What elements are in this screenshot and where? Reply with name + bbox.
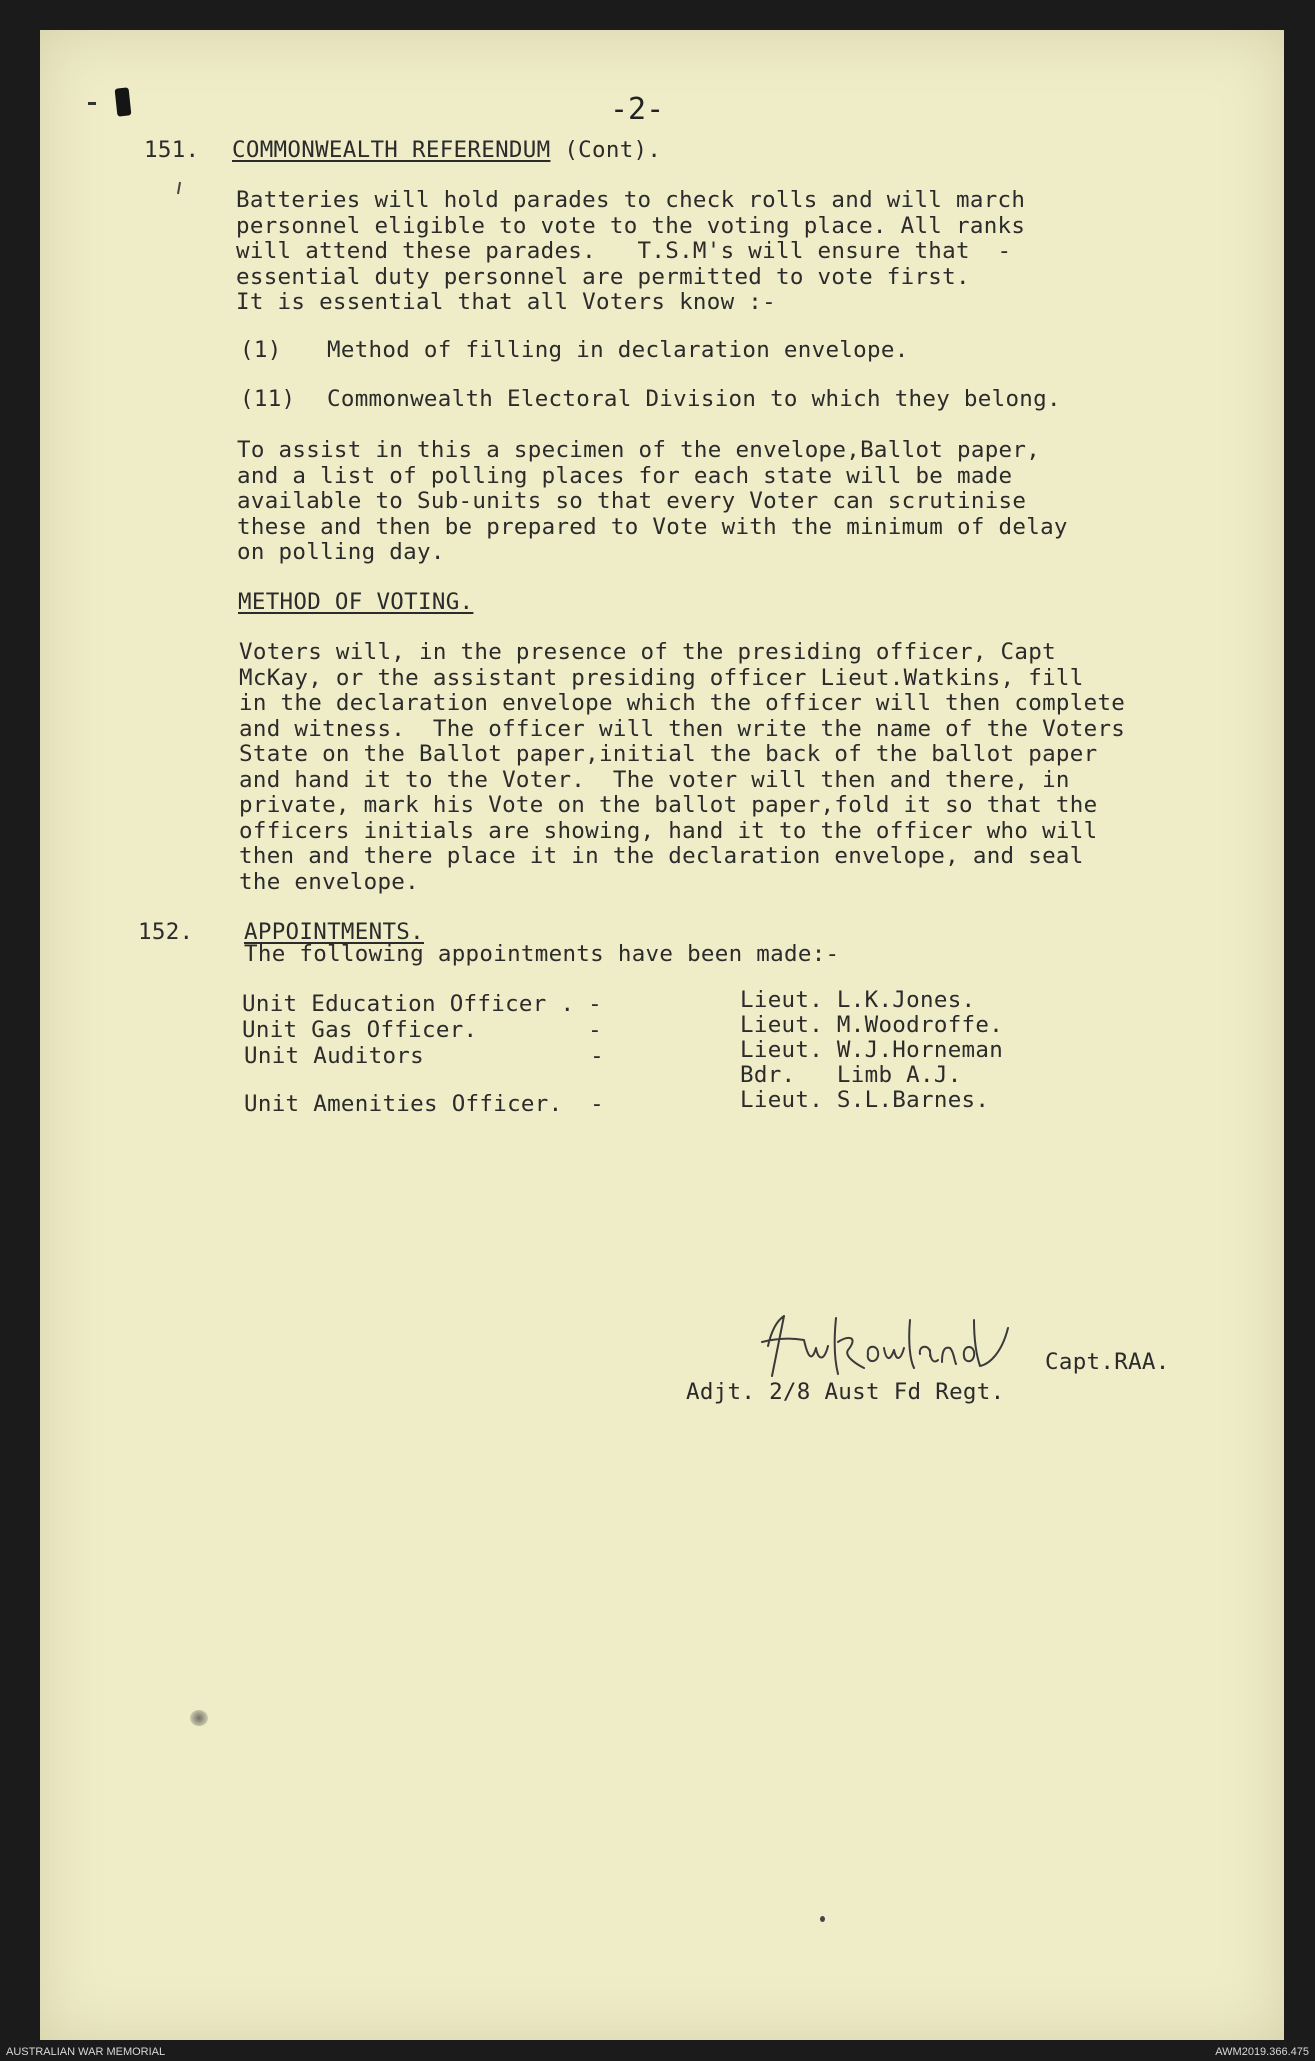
appointment-role: Unit Gas Officer. - — [242, 1017, 602, 1043]
signatory-position: Adjt. 2/8 Aust Fd Regt. — [686, 1379, 1005, 1405]
section-151-title: COMMONWEALTH REFERENDUM — [232, 137, 551, 163]
section-152-title: APPOINTMENTS. — [244, 919, 424, 945]
footer-left-credit: AUSTRALIAN WAR MEMORIAL — [6, 2046, 166, 2058]
appointment-role: Unit Education Officer . - — [242, 991, 602, 1017]
section-152-number: 152. — [138, 919, 194, 945]
document-page — [40, 30, 1284, 2040]
list-item-1-text: Method of filling in declaration envelope. — [327, 337, 909, 363]
appointment-name: Lieut. S.L.Barnes. — [740, 1087, 990, 1113]
section-151-paragraph-3: Voters will, in the presence of the presiding officer, Capt McKay, or the assistant presiding officer Lieut.Watkins, fill in the declaration envelope which the officer will then complete and witness. The officer will then write the name of the Voters State on the Ballot paper,initial the back of the ballot paper and hand it to the Voter. The voter will then and there, in private, mark his Vote on the ballot paper,fold it so that the officers initials are showing, hand it to the officer who will then and there place it in the declaration envelope, and seal the envelope. — [239, 639, 1126, 895]
signatory-rank: Capt.RAA. — [1045, 1349, 1170, 1375]
ink-dot — [820, 1916, 825, 1922]
smudge-mark — [190, 1710, 208, 1726]
section-151-heading — [232, 138, 661, 164]
list-item-1-number: (1) — [240, 337, 282, 363]
margin-mark — [88, 102, 96, 105]
appointment-role: Unit Amenities Officer. - — [244, 1091, 604, 1117]
section-151-number: 151. — [144, 137, 200, 163]
appointment-name: Bdr. Limb A.J. — [740, 1062, 962, 1088]
punch-hole-mark — [115, 87, 132, 116]
section-151-paragraph-1: Batteries will hold parades to check rolls and will march personnel eligible to vote to the voting place. All ranks will attend these parades. T.S.M's will ensure that - essential duty personnel are permitted to vote first. It is essential that all Voters know :- — [236, 187, 1026, 315]
appointment-name: Lieut. W.J.Horneman — [740, 1037, 1004, 1063]
section-152-intro: The following appointments have been made:- — [244, 941, 840, 967]
appointment-name: Lieut. L.K.Jones. — [740, 987, 976, 1013]
section-151-paragraph-2: To assist in this a specimen of the envelope,Ballot paper, and a list of polling places for each state will be made available to Sub-units so that every Voter can scrutinise these and then be prepared to Vote with the minimum of delay on polling day. — [237, 437, 1068, 565]
section-151-title-suffix: (Cont). — [564, 137, 662, 163]
method-of-voting-heading: METHOD OF VOTING. — [238, 589, 474, 615]
appointment-role: Unit Auditors - — [244, 1043, 604, 1069]
page-number: -2- — [610, 92, 665, 127]
list-item-2-number: (11) — [240, 386, 296, 412]
footer-right-id: AWM2019.366.475 — [1215, 2046, 1309, 2058]
ink-mark — [177, 182, 181, 194]
list-item-2-text: Commonwealth Electoral Division to which they belong. — [327, 386, 1061, 412]
appointment-name: Lieut. M.Woodroffe. — [740, 1012, 1004, 1038]
handwritten-signature — [758, 1298, 1058, 1388]
